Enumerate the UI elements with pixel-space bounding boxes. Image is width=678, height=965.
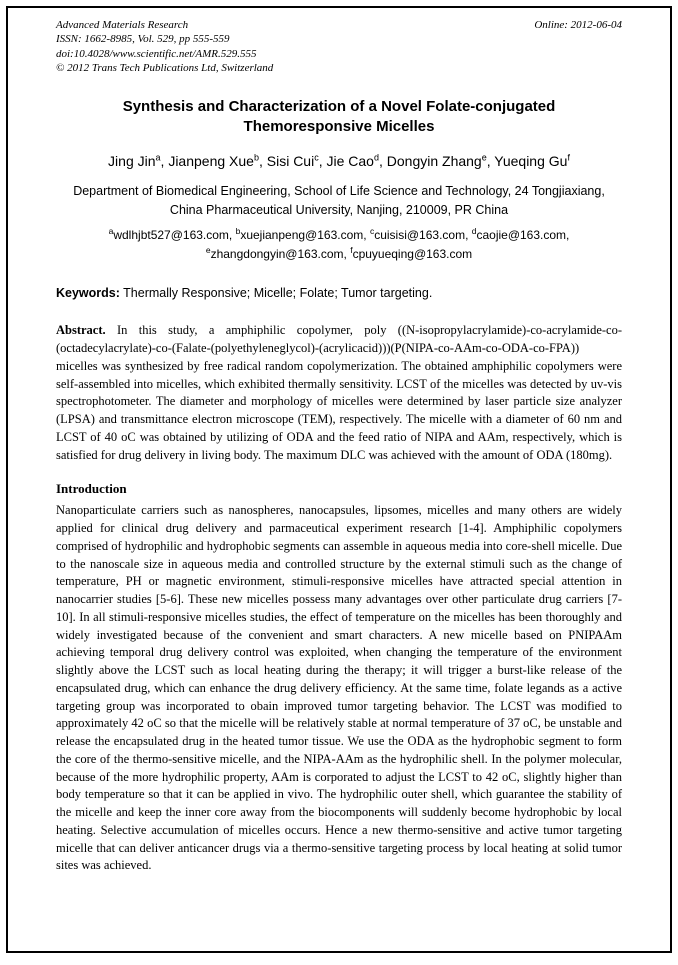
authors-line: Jing Jin$^a$, Jianpeng Xue$^b$, Sisi Cui$^c$, Jie Cao$^d$, Dongyin Zhang$^e$, Yueqing Gu$^f$ xyxy=(108,152,570,169)
affiliation xyxy=(56,182,622,220)
doi-line: doi:10.4028/www.scientific.net/AMR.529.555 xyxy=(56,47,257,60)
introduction-text: Nanoparticulate carriers such as nanospheres, nanocapsules, lipsomes, micelles and many others are widely applied for clinical drug delivery and parmaceutical experiment research [1-4]. Amphiphilic copolymers comprised of hydrophilic and hydrophobic segments can assemble in aqueous media into core-shell micelle. Due to the nanoscale size in aqueous media and controlled structure by the external stimuli such as the change of temperature, PH or magnetic environment, stimuli-responsive micelles have attracted special attention in nanocarrier studies [5-6]. These new micelles possess many advantages over other particulate drug carriers [7-10]. In all stimuli-responsive micelles studies, the effect of temperature on the micelles has been thoroughly and widely investigated because of the convenient and smart characters. A new micelle based on PNIPAAm achieving temporal drug delivery control was exploited, when changing the temperature of the environment slightly above the LCST such as local heating during the therapy; it will trigger a burst-like release of the encapsulated drug, which can enhance the drug delivery efficiency. At the same time, folate legands as a active targeting group was incorporated to obain improved tumor targeting behavior. The LCST was modified to approximately 42 oC so that the micelle will be relatively stable at normal temperature of 37 oC, be unstable and release the encapsulated drug in the heated tumor tissue. We use the ODA as the hydrophobic segment to form the core of the thermo-sensitive micelle, and the NIPA-AAm as the hydrophilic shell. In the polymer molecular, because of the more hydrophilic property, AAm is corporated to adjust the LCST to 42 oC, slightly higher than body temperature so that it can be applied in vivo. The hydrophilic outer shell, which guarantee the stability of the micelle and keep the inner core away from the biocomponents will suddenly become hydrophobic by local heating. Selective accumulation of micelles occurs. Hence a new thermo-sensitive and active tumor targeting micelle that can deliver anticancer drugs via a thermo-sensitive targeting process by local heating at solid tumor sites was achieved. xyxy=(56,503,622,873)
copyright-line: © 2012 Trans Tech Publications Ltd, Switzerland xyxy=(56,61,274,74)
keywords-label: Keywords: xyxy=(56,286,120,301)
keywords-text: Thermally Responsive; Micelle; Folate; Tumor targeting. xyxy=(119,286,433,301)
journal-header xyxy=(56,18,622,75)
author-emails xyxy=(56,225,622,263)
introduction-heading: Introduction xyxy=(56,481,127,497)
issn-line: ISSN: 1662-8985, Vol. 529, pp 555-559 xyxy=(56,33,230,46)
affiliation-line-1: Department of Biomedical Engineering, School of Life Science and Technology, 24 Tongjiaxiang, xyxy=(73,183,605,198)
abstract-label: Abstract. xyxy=(56,323,106,338)
affiliation-line-2: China Pharmaceutical University, Nanjing, 210009, PR China xyxy=(169,202,509,217)
paper-title-line-1: Synthesis and Characterization of a Novel Folate-conjugated xyxy=(122,98,556,116)
journal-header-left xyxy=(56,18,273,75)
paper-page xyxy=(6,6,672,953)
keywords-line xyxy=(56,285,622,302)
paper-title-line-2: Themoresponsive Micelles xyxy=(243,118,435,136)
email-line-1: $^a$wdlhjbt527@163.com, $^b$xuejianpeng@163.com, $^c$cuisisi@163.com, $^d$caojie@163.com, xyxy=(108,226,570,243)
email-line-2: $^e$zhangdongyin@163.com, $^f$cpuyueqing@163.com xyxy=(205,245,473,262)
abstract-paragraph xyxy=(56,322,622,464)
paper-title xyxy=(56,97,622,138)
online-date: Online: 2012-06-04 xyxy=(534,19,622,31)
journal-name: Advanced Materials Research xyxy=(56,19,189,31)
abstract-text: In this study, a amphiphilic copolymer, poly ((N-isopropylacrylamide)-co-acrylamide-co-(octadecylacrylate)-co-(Falate-(polyethyleneglycol)-(acrylicacid)))(P(NIPA-co-AAm-co-ODA-co-FPA)) micelles was synthesized by free radical random copolymerization. The obtained amphiphilic copolymers were self-assembled into micelles, which exhibited thermally sensitivity. LCST of the micelles was detected by uv-vis spectrophotometer. The diameter and morphology of micelles were determined by laser particle size analyzer (LPSA) and transmittance electron microscope (TEM), respectively. The micelle with a diameter of 60 nm and LCST of 40 oC was obtained by utilizing of ODA and the feed ratio of NIPA and AAm, respectively, which is satisfied for drug delivery in living body. The maximum DLC was achieved with the amount of ODA (180mg). xyxy=(56,323,622,462)
